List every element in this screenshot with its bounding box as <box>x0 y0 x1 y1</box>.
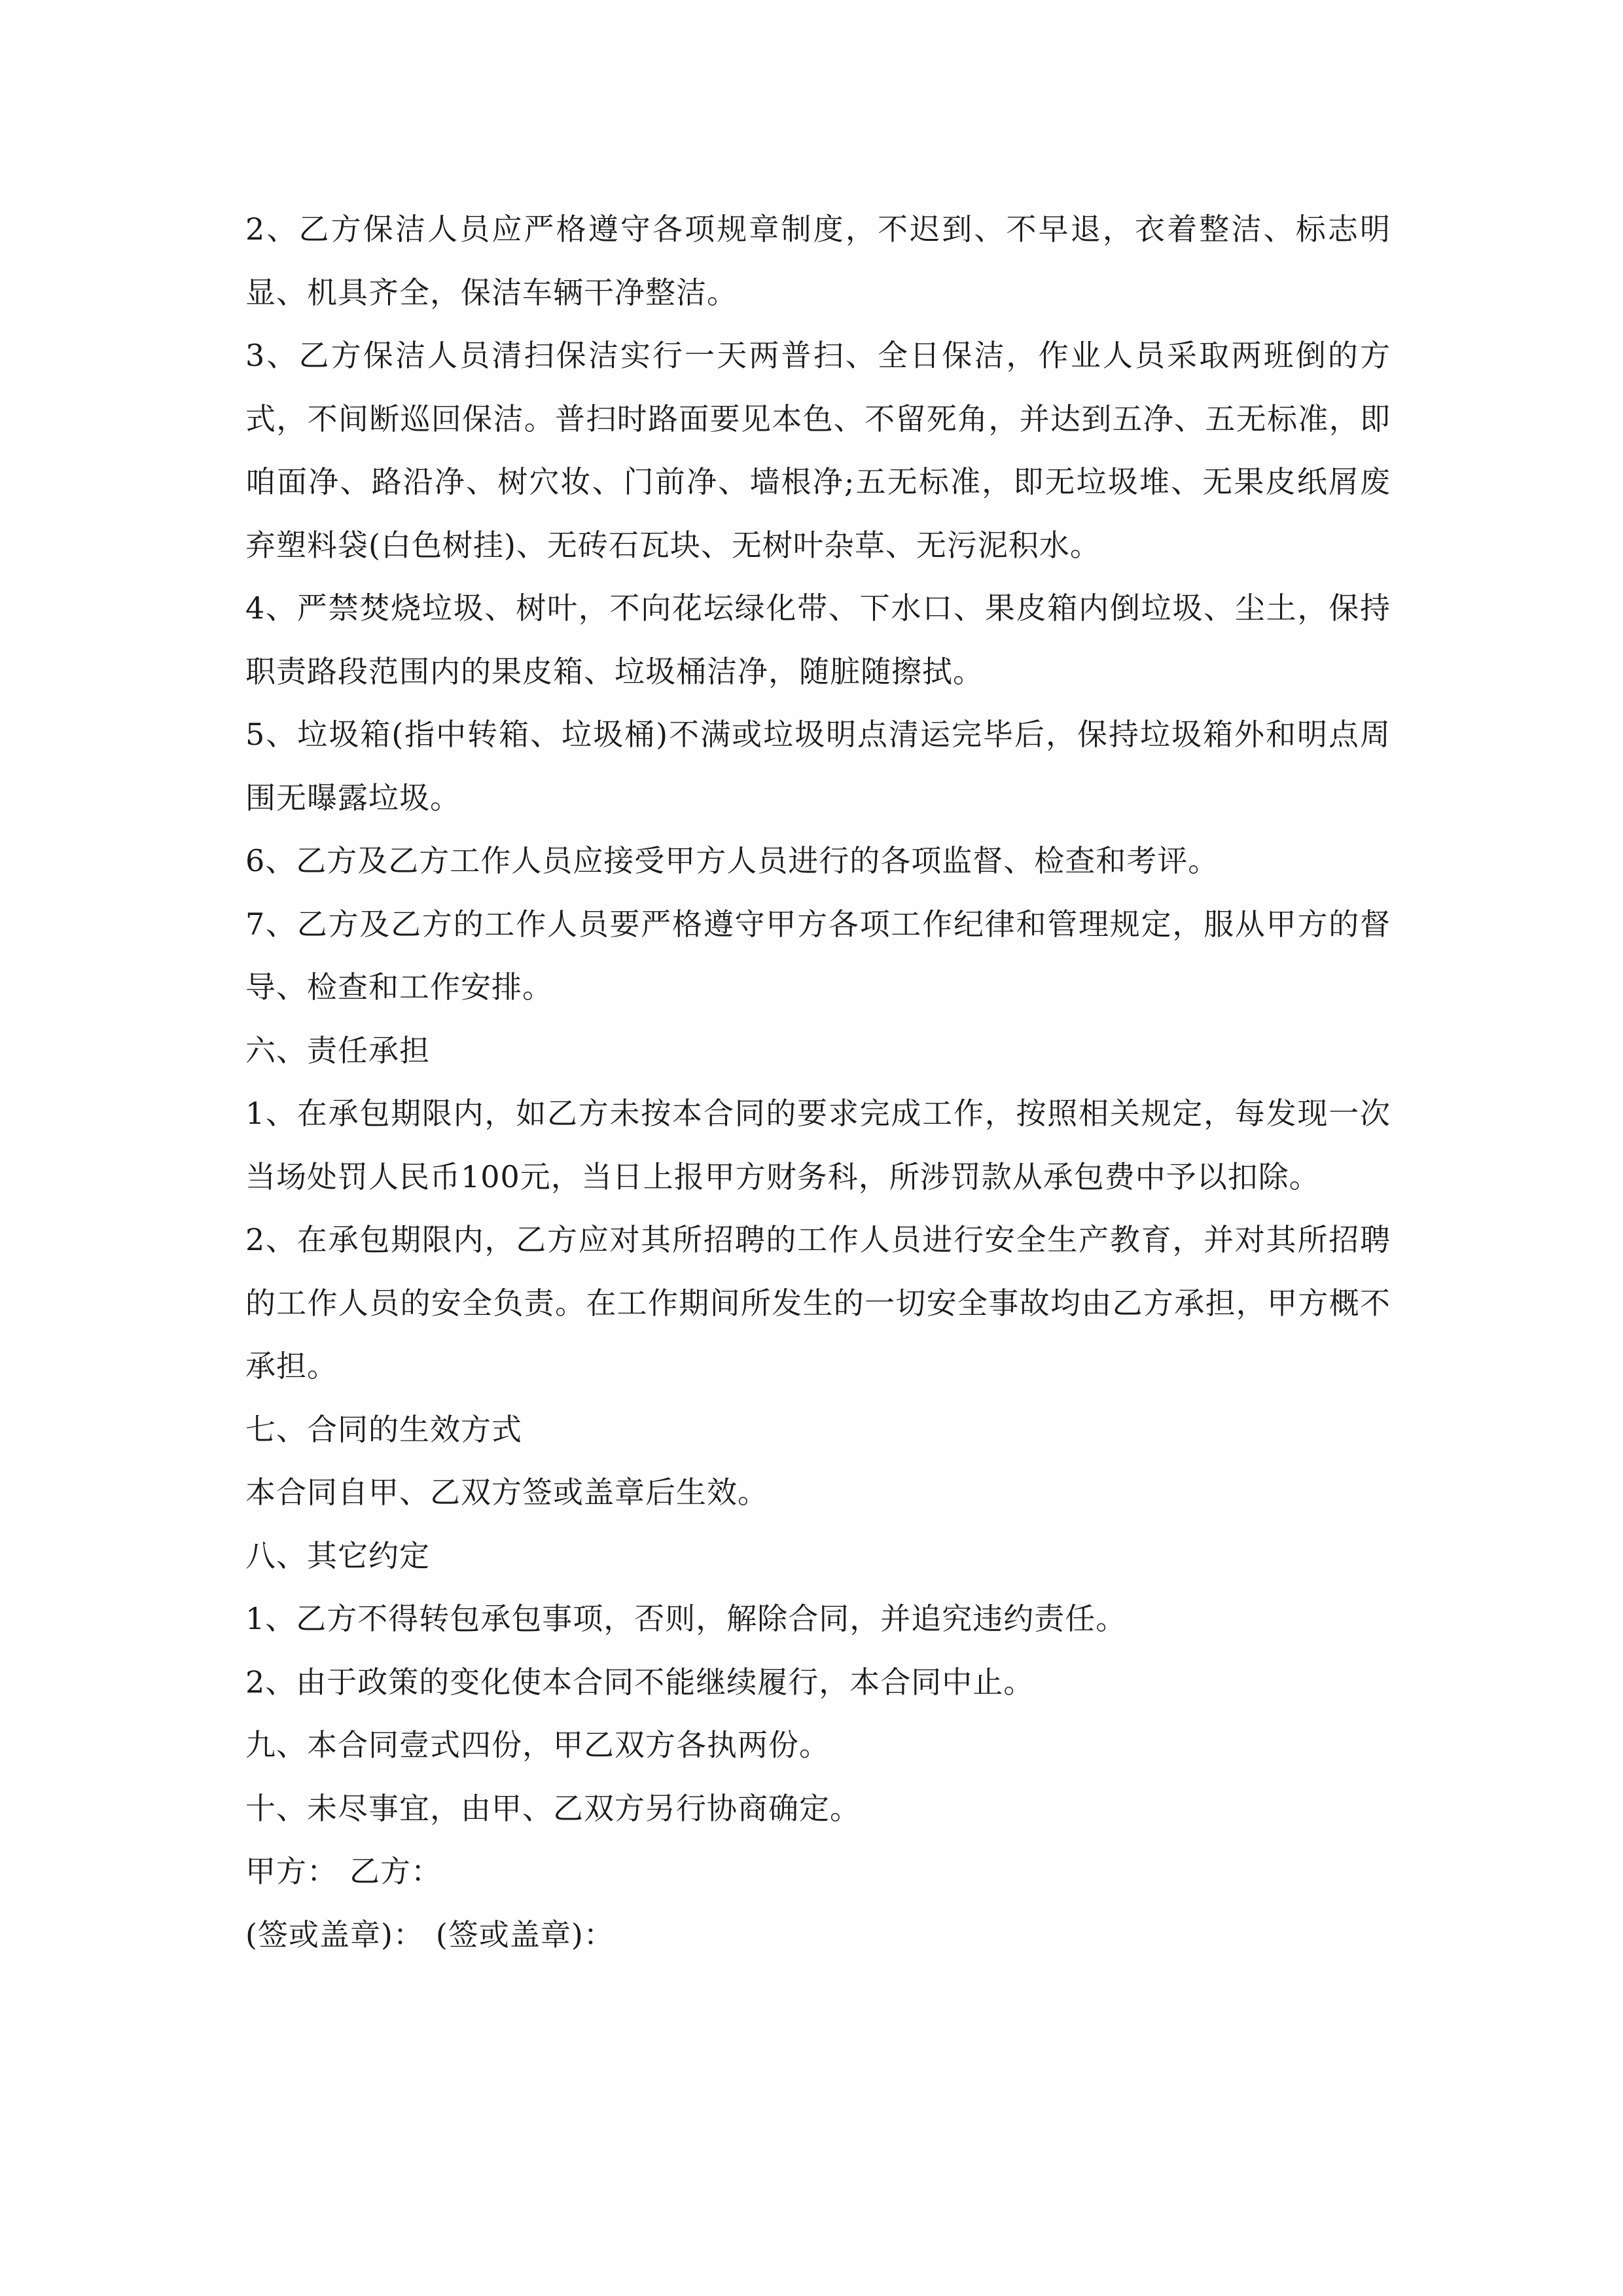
clause-5-paragraph: 5、垃圾箱(指中转箱、垃圾桶)不满或垃圾明点清运完毕后，保持垃圾箱外和明点周围无曝露垃圾。 <box>245 717 1391 816</box>
section-7-heading: 七、合同的生效方式 <box>245 1411 522 1447</box>
document-body <box>245 198 1391 1966</box>
section-9-text: 九、本合同壹式四份，甲乙双方各执两份。 <box>245 1727 830 1763</box>
section-6-heading: 六、责任承担 <box>245 1032 430 1068</box>
party-b-label: 乙方： <box>349 1854 442 1889</box>
section-10-text: 十、未尽事宜，由甲、乙双方另行协商确定。 <box>245 1790 861 1826</box>
clause-7-paragraph: 7、乙方及乙方的工作人员要严格遵守甲方各项工作纪律和管理规定，服从甲方的督导、检查和工作安排。 <box>245 906 1391 1005</box>
section-6-item-2: 2、在承包期限内，乙方应对其所招聘的工作人员进行安全生产教育，并对其所招聘的工作人员的安全负责。在工作期间所发生的一切安全事故均由乙方承担，甲方概不承担。 <box>245 1222 1391 1384</box>
clause-6-paragraph: 6、乙方及乙方工作人员应接受甲方人员进行的各项监督、检查和考评。 <box>245 843 1219 878</box>
party-a-signature-label: (签或盖章)： <box>245 1916 424 1952</box>
section-8-item-1: 1、乙方不得转包承包事项，否则，解除合同，并追究违约责任。 <box>245 1601 1127 1636</box>
signature-labels-row <box>245 1903 1391 1967</box>
party-a-label: 甲方： <box>245 1854 338 1889</box>
section-8-item-2: 2、由于政策的变化使本合同不能继续履行，本合同中止。 <box>245 1664 1035 1700</box>
section-6-item-1: 1、在承包期限内，如乙方未按本合同的要求完成工作，按照相关规定，每发现一次当场处罚人民币100元，当日上报甲方财务科，所涉罚款从承包费中予以扣除。 <box>245 1096 1391 1194</box>
party-b-signature-label: (签或盖章)： <box>435 1916 615 1952</box>
section-7-text: 本合同自甲、乙双方签或盖章后生效。 <box>245 1475 768 1510</box>
party-labels-row <box>245 1840 1391 1903</box>
clause-4-paragraph: 4、严禁焚烧垃圾、树叶，不向花坛绿化带、下水口、果皮箱内倒垃圾、尘土，保持职责路段范围内的果皮箱、垃圾桶洁净，随脏随擦拭。 <box>245 590 1391 689</box>
clause-2-paragraph: 2、乙方保洁人员应严格遵守各项规章制度，不迟到、不早退，衣着整洁、标志明显、机具齐全，保洁车辆干净整洁。 <box>245 211 1391 310</box>
section-8-heading: 八、其它约定 <box>245 1537 430 1573</box>
clause-3-paragraph: 3、乙方保洁人员清扫保洁实行一天两普扫、全日保洁，作业人员采取两班倒的方式，不间断巡回保洁。普扫时路面要见本色、不留死角，并达到五净、五无标准，即咱面净、路沿净、树穴妆、门前净、墙根净;五无标准，即无垃圾堆、无果皮纸屑废弃塑料袋(白色树挂)、无砖石瓦块、无树叶杂草、无污泥积水。 <box>245 338 1391 563</box>
